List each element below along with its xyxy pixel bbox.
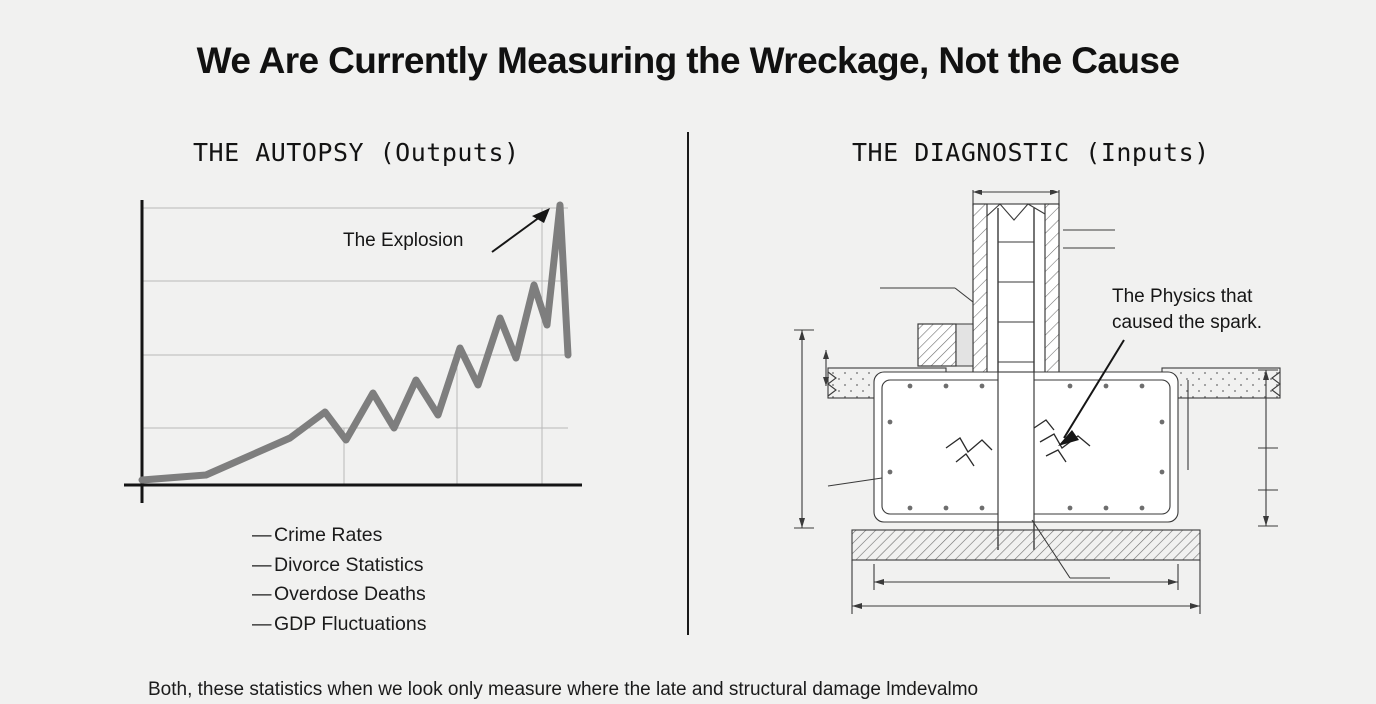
list-item <box>252 580 426 610</box>
panel-divider <box>687 132 689 635</box>
legend-label: Overdose Deaths <box>274 583 426 605</box>
legend-label: GDP Fluctuations <box>274 612 427 635</box>
legend-label: Divorce Statistics <box>274 553 424 576</box>
footer-caption: Both, these statistics when we look only measure where the late and structural damage lmdevalmo <box>148 679 979 700</box>
annotation-explosion: The Explosion <box>343 230 464 251</box>
panel-heading-diagnostic: THE DIAGNOSTIC (Inputs) <box>852 138 1210 167</box>
annotation-physics-line2: caused the spark. <box>1112 312 1262 333</box>
legend-dash: — <box>252 524 272 546</box>
legend-dash: — <box>252 583 272 605</box>
legend-label: Crime Rates <box>274 524 383 546</box>
foundation-diagram <box>770 190 1310 620</box>
annotation-explosion-arrow <box>488 206 558 258</box>
annotation-physics <box>1112 284 1262 336</box>
autopsy-legend <box>252 521 426 639</box>
annotation-physics-arrow <box>1046 334 1130 450</box>
foundation-svg <box>770 190 1310 620</box>
annotation-physics-line1: The Physics that <box>1112 286 1253 307</box>
legend-dash: — <box>252 553 272 576</box>
panel-heading-autopsy: THE AUTOPSY (Outputs) <box>193 138 520 167</box>
list-item <box>252 551 426 581</box>
list-item <box>252 521 426 551</box>
list-item <box>252 610 426 640</box>
legend-dash: — <box>252 612 272 635</box>
page-title: We Are Currently Measuring the Wreckage, Not the Cause <box>196 40 1180 81</box>
